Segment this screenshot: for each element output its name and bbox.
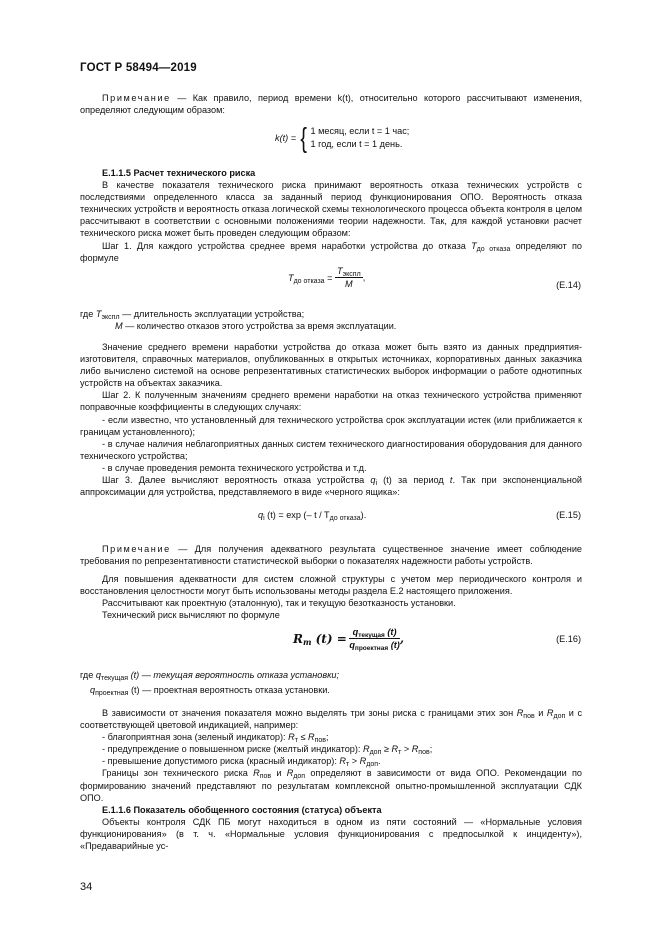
note-text: — Для получения адекватного результата существенное значение имеет соблюдение требования по репрезентативности статистической выборки о показателях надежности работы устройств. xyxy=(80,544,582,567)
body-section-4 xyxy=(80,707,582,804)
formula-cases xyxy=(311,125,410,151)
equation-number: (Е.14) xyxy=(556,280,581,290)
list-item: - в случае проведения ремонта технического устройства и т.д. xyxy=(102,462,367,473)
list-item: - превышение допустимого риска (красный индикатор): $R_т > R_{доп}$. xyxy=(102,756,381,769)
note-text: — Как правило, период времени k(t), относительно которого рассчитывают изменения, определяют следующим образом: xyxy=(80,93,582,116)
fraction: $\frac{T_{экспл}}{M}$ xyxy=(337,266,361,289)
list-item: - предупреждение о повышенном риске (желтый индикатор): $R_{доп} \ge R_т > R_{пов}$; xyxy=(102,744,433,757)
paragraph: Значение среднего времени наработки устройства до отказа может быть взято из данных предприятия-изготовителя, справочных материалов, опубликованных в открытых источниках, корпоративных данных заказчика либо вычислено системой на основе репрезентативных статистических выборок информации о работе однотипных устройств на объектах заказчика. xyxy=(80,342,582,389)
section-title: Е.1.1.5 Расчет технического риска xyxy=(102,168,256,178)
equation-number: (Е.15) xyxy=(556,510,581,520)
step-1-paragraph: Шаг 1. Для каждого устройства среднее время наработки устройства до отказа $T_{до отказа}$ определяют по формуле xyxy=(80,240,582,263)
paragraph: Технический риск вычисляют по формуле xyxy=(102,610,280,621)
section-e115 xyxy=(80,167,582,264)
equation-number: (Е.16) xyxy=(556,634,581,644)
section-e116 xyxy=(80,804,582,852)
note-label: Примечание xyxy=(102,544,171,554)
list-item: - благоприятная зона (зеленый индикатор): $R_т \le R_{пов}$; xyxy=(102,732,329,745)
body-section-2 xyxy=(80,341,582,498)
note-1 xyxy=(80,92,582,116)
definition-1: где $q_{текущая}$ (t) — текущая вероятность отказа установки; xyxy=(80,670,340,682)
body-section-3 xyxy=(80,573,582,621)
formula-brace: { xyxy=(299,122,307,153)
definition-1: где $T_{экспл}$ — длительность эксплуатации устройства; xyxy=(80,309,305,321)
list-item: - в случае наличия неблагоприятных данных систем технического диагностирования оборудования для данного технического устройства; xyxy=(80,438,582,461)
paragraph: Объекты контроля СДК ПБ могут находиться в одном из пяти состояний — «Нормальные условия функционирования» (в т. ч. «Нормальные условия функционирования с предпосылкой к инциденту»), «Предаварийные ус- xyxy=(80,817,582,852)
note-label: Примечание xyxy=(102,93,171,103)
definition-2: M — количество отказов этого устройства за время эксплуатации. xyxy=(115,321,397,331)
paragraph: Для повышения адекватности для систем сложной структуры с учетом мер периодического контроля и восстановления целостности могут быть использованы методы раздела Е.2 настоящего приложения. xyxy=(80,574,582,597)
formula-k-lhs: k(t) = xyxy=(275,133,297,143)
paragraph: Шаг 2. К полученным значениям среднего времени наработки на отказ технического устройства применяют поправочные коэффициенты в следующих случаях: xyxy=(80,390,582,413)
paragraph: Границы зон технического риска $R_{пов}$ и $R_{доп}$ определяют в зависимости от вида ОПО. Рекомендации по формированию значений представляют по результатам комплексной опытно-промышленной эксплуатации СДК ОПО. xyxy=(80,768,583,803)
fraction: $\frac{q_{текущая} (t)}{q_{проектная} (t)}$ xyxy=(349,627,400,652)
section-title: Е.1.1.6 Показатель обобщенного состояния (статуса) объекта xyxy=(102,805,382,815)
formula-e14: $T_{до отказа}$ = $\frac{T_{экспл}}{M}$ , xyxy=(288,266,366,289)
list-item: - если известно, что установленный для технического устройства срок эксплуатации истек (или приближается к границам установленного); xyxy=(80,414,582,437)
formula-k xyxy=(275,124,409,152)
paragraph: В зависимости от значения показателя можно выделять три зоны риска с границами этих зон $R_{пов}$ и $R_{доп}$ и с соответствующей цветовой индикацией, например: xyxy=(80,708,583,731)
formula-case-1: 1 месяц, если t = 1 час; xyxy=(310,126,410,136)
paragraph: Шаг 3. Далее вычисляют вероятность отказа устройства $q_i$ (t) за период t. Так при экспоненциальной аппроксимации для устройства, представляемого в виде «черного ящика»: xyxy=(80,475,583,498)
note-2 xyxy=(80,543,582,567)
page-number: 34 xyxy=(80,881,93,893)
paragraph: В качестве показателя технического риска принимают вероятность отказа технических устройств с последствиями определенного класса за заданный период функционирования ОПО. Вероятность отказа технических устройств и вероятность отказа логической схемы технологического процесса объекта контроля в целом рассчитывают в соответствии с основными положениями теории надежности. Так, для каждой установки расчет технического риска может быть проведен следующим образом: xyxy=(80,180,582,239)
paragraph: Рассчитывают как проектную (эталонную), так и текущую безотказность установки. xyxy=(102,598,456,609)
definition-2: $q_{проектная}$ (t) — проектная вероятность отказа установки. xyxy=(90,685,330,697)
formula-case-2: 1 год, если t = 1 день. xyxy=(310,139,403,149)
standard-header: ГОСТ Р 58494—2019 xyxy=(80,62,197,74)
formula-e15: $q_i$ (t) = exp (– t / $T_{до отказа}$). xyxy=(258,510,367,522)
formula-e16: $R_т$ (t) = $\frac{q_{текущая} (t)}{q_{проектная} (t)}$ , xyxy=(293,627,404,652)
